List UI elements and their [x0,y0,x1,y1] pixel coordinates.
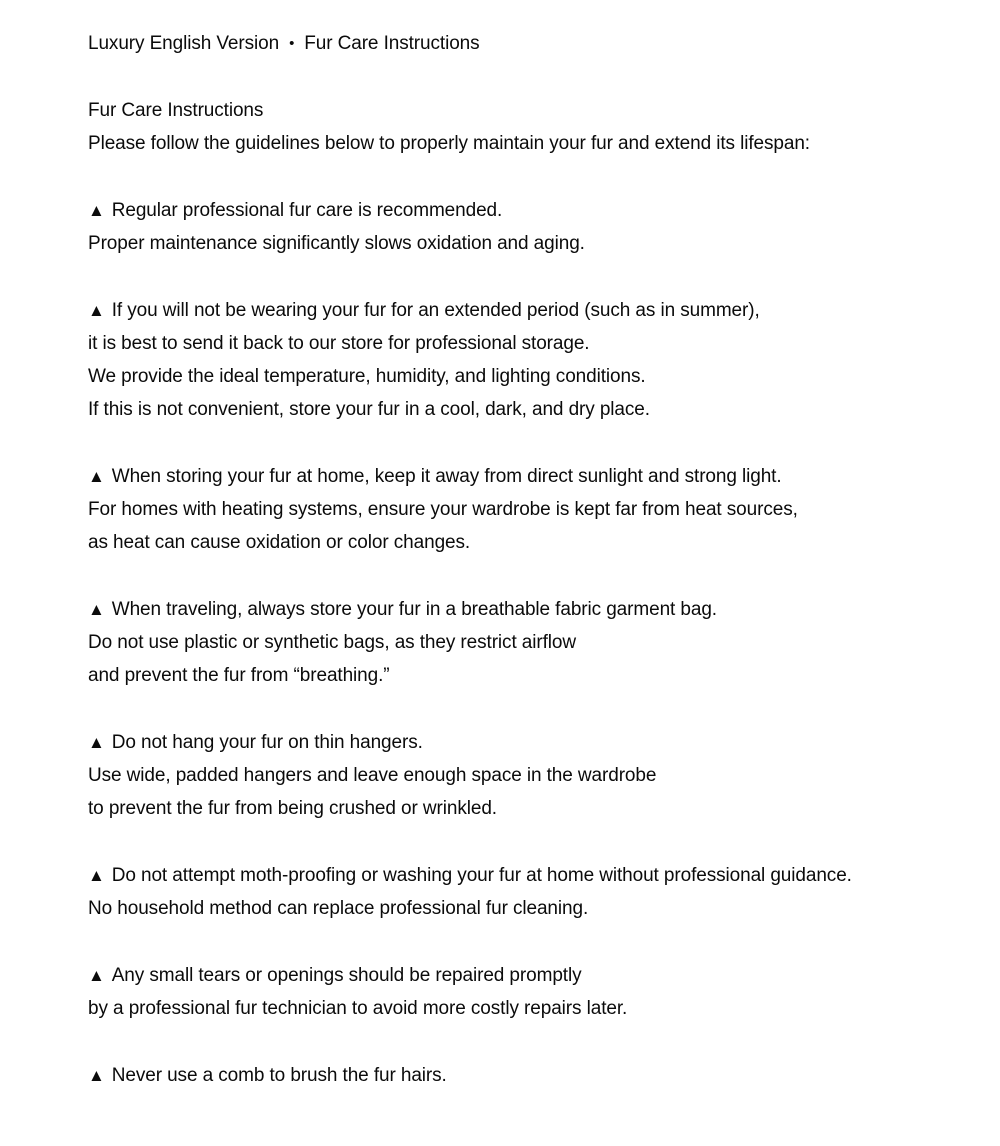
instruction-line: to prevent the fur from being crushed or wrinkled. [88,798,497,819]
care-section-home-storage [88,460,960,559]
triangle-bullet-icon: ▲ [88,1066,105,1085]
instruction-line: it is best to send it back to our store for professional storage. [88,333,590,354]
header-left-label: Luxury English Version [88,33,280,54]
care-section-no-home-washing [88,859,960,925]
dot-separator-icon: • [289,35,295,52]
instruction-line: Use wide, padded hangers and leave enough space in the wardrobe [88,765,657,786]
intro-subtitle: Please follow the guidelines below to properly maintain your fur and extend its lifespan: [88,133,810,154]
instruction-line: as heat can cause oxidation or color changes. [88,532,471,553]
instruction-lead [88,194,960,227]
instruction-line: and prevent the fur from “breathing.” [88,665,390,686]
instruction-line: by a professional fur technician to avoid more costly repairs later. [88,998,628,1019]
triangle-bullet-icon: ▲ [88,866,105,885]
care-section-no-comb [88,1059,960,1092]
instruction-lead-text: Never use a comb to brush the fur hairs. [111,1065,447,1086]
triangle-bullet-icon: ▲ [88,467,105,486]
page-title: Fur Care Instructions [88,100,264,121]
breadcrumb [88,27,960,60]
triangle-bullet-icon: ▲ [88,301,105,320]
triangle-bullet-icon: ▲ [88,201,105,220]
instruction-line: No household method can replace professional fur cleaning. [88,898,589,919]
instruction-lead [88,726,960,759]
instruction-line: Do not use plastic or synthetic bags, as they restrict airflow [88,632,577,653]
triangle-bullet-icon: ▲ [88,733,105,752]
instruction-line: We provide the ideal temperature, humidity, and lighting conditions. [88,366,646,387]
instruction-line: For homes with heating systems, ensure your wardrobe is kept far from heat sources, [88,499,798,520]
triangle-bullet-icon: ▲ [88,600,105,619]
header-right-label: Fur Care Instructions [304,33,480,54]
care-section-traveling [88,593,960,692]
document-header [88,27,960,60]
care-section-storage-offseason [88,294,960,426]
triangle-bullet-icon: ▲ [88,966,105,985]
instruction-lead [88,1059,960,1092]
instruction-lead [88,593,960,626]
instruction-lead [88,294,960,327]
care-section-repairs [88,959,960,1025]
care-section-hangers [88,726,960,825]
instruction-lead-text: When traveling, always store your fur in a breathable fabric garment bag. [111,599,717,620]
intro-block [88,94,960,160]
instruction-lead [88,859,960,892]
instruction-lead-text: When storing your fur at home, keep it away from direct sunlight and strong light. [111,466,782,487]
instruction-lead-text: Do not attempt moth-proofing or washing your fur at home without professional guidance. [111,865,852,886]
instruction-lead-text: Do not hang your fur on thin hangers. [111,732,423,753]
instruction-lead-text: If you will not be wearing your fur for an extended period (such as in summer), [111,300,760,321]
instruction-line: Proper maintenance significantly slows oxidation and aging. [88,233,585,254]
instruction-lead [88,460,960,493]
instruction-line: If this is not convenient, store your fur in a cool, dark, and dry place. [88,399,650,420]
instruction-lead-text: Any small tears or openings should be repaired promptly [111,965,582,986]
instruction-lead-text: Regular professional fur care is recommended. [111,200,503,221]
instruction-lead [88,959,960,992]
care-section-regular-care [88,194,960,260]
